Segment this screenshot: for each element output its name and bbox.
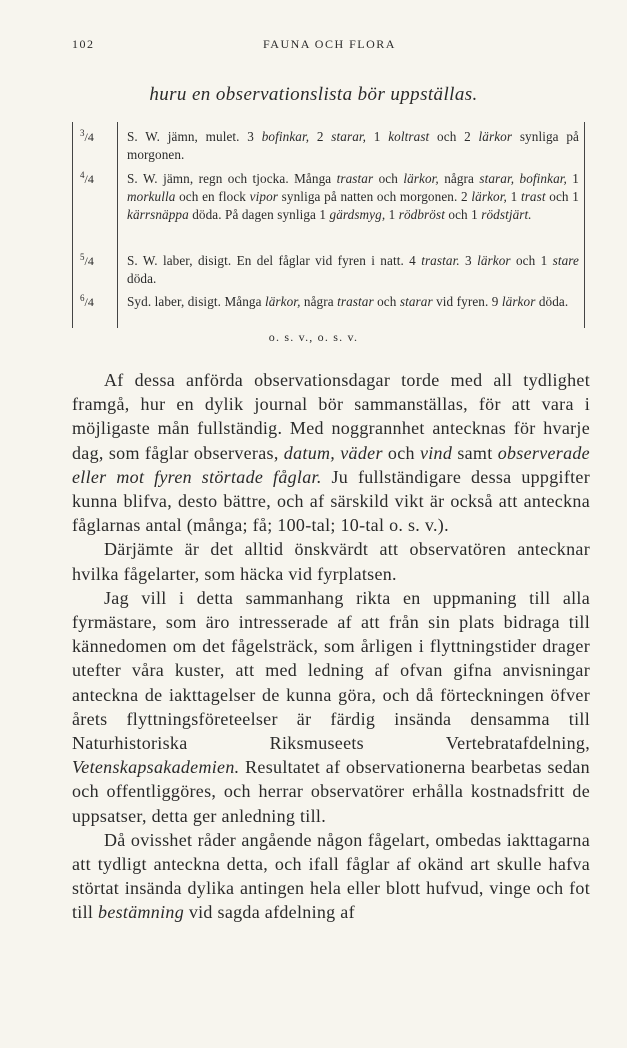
paragraph: Jag vill i detta sammanhang rikta en uppmaning till alla fyrmästare, som äro intresserade af att från sin plats bidraga till kännedomen om det fågelsträck, som årligen i flyttningstider drager utefter våra kuster, att med ledning af ofvan gifna anvisningar anteckna de iakttagelser de kunna göra, och då förteckningen öfver årets flyttningsföreteelser är färdig insända densamma till Naturhistoriska Riksmuseets Vertebratafdelning, Vetenskapsakademien. Resultatet af observationerna bearbetas sedan och offentliggöres, och herrar observatörer erhålla kostnadsfritt de uppsatser, detta ger anledning till. — [72, 587, 590, 826]
emphasis: trast — [520, 189, 546, 204]
entry-date: $^3$/4 — [80, 128, 94, 144]
emphasis: koltrast — [388, 129, 430, 144]
emphasis: gärdsmyg, — [329, 207, 386, 222]
emphasis: morkulla — [127, 189, 176, 204]
emphasis: lärkor — [501, 294, 536, 309]
emphasis: bofinkar, — [261, 129, 310, 144]
emphasis: vipor — [249, 189, 279, 204]
running-title: FAUNA OCH FLORA — [263, 37, 396, 51]
paragraph: Därjämte är det alltid önskvärdt att observatören antecknar hvilka fågelarter, som häcka vid fyrplatsen. — [72, 539, 590, 584]
section-subtitle: huru en observationslista bör uppställas. — [149, 84, 478, 105]
emphasis: lärkor — [477, 253, 511, 268]
emphasis: starar, bofinkar, — [479, 171, 567, 186]
emphasis: rödbröst — [398, 207, 445, 222]
entry-date: $^5$/4 — [80, 252, 94, 268]
table-rule-right — [584, 122, 585, 328]
emphasis: lärkor, — [471, 189, 507, 204]
observation-list — [72, 122, 585, 328]
emphasis: trastar. — [421, 253, 460, 268]
body-text — [72, 368, 590, 925]
paragraph: Då ovisshet råder angående någon fågelart, ombedas iakttagarna att tydligt anteckna detta, och ifall fåglar af okänd art skulle hafva störtat insända dylika antingen hela eller blott hufvud, vinge och fot till bestämning vid sagda afdelning af — [72, 829, 590, 923]
entry-text: S. W. jämn, regn och tjocka. Många trastar och lärkor, några starar, bofinkar, 1 morkulla och en flock vipor synliga på natten och morgonen. 2 lärkor, 1 trast och 1 kärrsnäppa döda. På dagen synliga 1 gärdsmyg, 1 rödbröst och 1 rödstjärt. — [127, 171, 580, 222]
emphasis: lärkor — [478, 129, 513, 144]
table-rule-left — [72, 122, 73, 328]
emphasis: starar — [399, 294, 433, 309]
entry-text: S. W. laber, disigt. En del fåglar vid fyren i natt. 4 trastar. 3 lärkor och 1 stare döda. — [127, 253, 579, 286]
table-rule-date — [117, 122, 118, 328]
entry-date: $^6$/4 — [80, 293, 94, 309]
paragraph: Af dessa anförda observationsdagar torde med all tydlighet framgå, hur en dylik journal bör sammanställas, för att vara i möjligaste mån fullständig. Med noggrannhet antecknas för hvarje dag, som fåglar observeras, datum, väder och vind samt observerade eller mot fyren störtade fåglar. Ju fullständigare dessa uppgifter kunna blifva, desto bättre, och af särskild vikt är också att anteckna fåglarnas antal (många; få; 100-tal; 10-tal o. s. v.). — [72, 370, 590, 536]
emphasis: stare — [552, 253, 579, 268]
emphasis: datum, väder — [283, 442, 383, 463]
emphasis: bestämning — [98, 902, 185, 923]
emphasis: trastar — [337, 294, 374, 309]
emphasis: Vetenskapsakademien. — [72, 757, 240, 778]
running-header — [72, 37, 587, 53]
page-number: 102 — [72, 37, 95, 51]
etcetera-line: o. s. v., o. s. v. — [268, 330, 359, 344]
emphasis: starar, — [331, 129, 367, 144]
emphasis: lärkor, — [403, 171, 439, 186]
emphasis: trastar — [336, 171, 374, 186]
emphasis: rödstjärt. — [481, 207, 532, 222]
emphasis: lärkor, — [264, 294, 301, 309]
emphasis: vind — [419, 442, 453, 463]
entry-text: Syd. laber, disigt. Många lärkor, några trastar och starar vid fyren. 9 lärkor döda. — [127, 294, 569, 309]
emphasis: kärrsnäppa — [127, 207, 189, 222]
entry-text: S. W. jämn, mulet. 3 bofinkar, 2 starar, 1 koltrast och 2 lärkor synliga på morgonen. — [127, 129, 579, 162]
emphasis: observerade eller mot fyren störtade fåglar. — [72, 442, 590, 487]
entry-date: $^4$/4 — [80, 170, 94, 186]
